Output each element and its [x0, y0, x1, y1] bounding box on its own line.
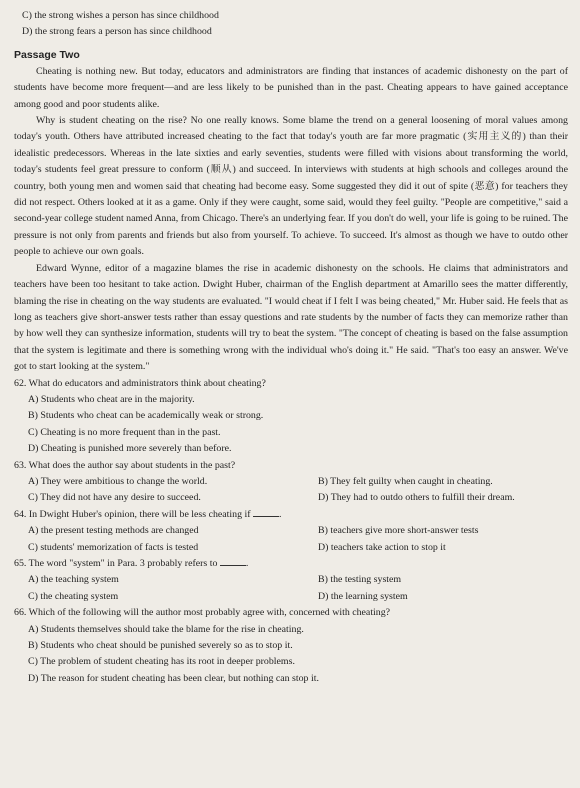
option-b[interactable]: B) teachers give more short-answer tests	[318, 525, 479, 537]
previous-option-c: C) the strong wishes a person has since childhood	[22, 10, 219, 21]
option-b[interactable]: B) They felt guilty when caught in cheating.	[318, 475, 493, 487]
option-d[interactable]: D) They had to outdo others to fulfill their dream.	[318, 492, 515, 504]
answer-blank	[220, 556, 246, 566]
option-b[interactable]: B) Students who cheat should be punished severely so as to stop it.	[28, 640, 293, 652]
option-c[interactable]: C) Cheating is no more frequent than in the past.	[28, 426, 221, 438]
question-stem: 64. In Dwight Huber's opinion, there will be less cheating if	[14, 508, 251, 520]
option-d[interactable]: D) Cheating is punished more severely than before.	[28, 443, 232, 455]
previous-option-d: D) the strong fears a person has since childhood	[22, 26, 212, 38]
option-c[interactable]: C) They did not have any desire to succeed.	[28, 492, 201, 504]
option-c[interactable]: C) students' memorization of facts is tested	[28, 541, 199, 553]
answer-blank	[253, 507, 279, 517]
option-c[interactable]: C) The problem of student cheating has its root in deeper problems.	[28, 656, 295, 668]
option-a[interactable]: A) the present testing methods are changed	[28, 525, 199, 537]
paragraph-1: Cheating is nothing new. But today, educators and administrators are finding that instances of academic dishonesty on the part of students have become more frequent—and are less likely to be punished than in the past. Cheating appears to have gained acceptance among good and poor students alike.	[14, 65, 568, 110]
option-d[interactable]: D) the learning system	[318, 590, 408, 602]
option-a[interactable]: A) They were ambitious to change the world.	[28, 475, 208, 487]
question-stem: 63. What does the author say about students in the past?	[14, 459, 236, 471]
option-a[interactable]: A) Students who cheat are in the majority.	[28, 393, 195, 405]
option-a[interactable]: A) Students themselves should take the blame for the rise in cheating.	[28, 623, 304, 635]
option-a[interactable]: A) the teaching system	[28, 574, 119, 586]
option-c[interactable]: C) the cheating system	[28, 590, 119, 602]
option-b[interactable]: B) Students who cheat can be academically weak or strong.	[28, 410, 264, 422]
question-stem: 62. What do educators and administrators think about cheating?	[14, 377, 266, 389]
question-stem: 66. Which of the following will the author most probably agree with, concerned with cheating?	[14, 607, 391, 619]
question-64: 64. In Dwight Huber's opinion, there will be less cheating if . A) the present testing methods are changed B) teachers give more short-answer tests C) students' memorization of facts is tested D) teachers take action to stop it	[14, 507, 568, 556]
option-d[interactable]: D) teachers take action to stop it	[318, 541, 446, 553]
option-b[interactable]: B) the testing system	[318, 574, 402, 586]
question-66	[14, 605, 568, 687]
question-62	[14, 376, 568, 458]
option-d[interactable]: D) The reason for student cheating has been clear, but nothing can stop it.	[28, 672, 319, 684]
passage-title: Passage Two	[14, 48, 80, 61]
paragraph-2: Why is student cheating on the rise? No one really knows. Some blame the trend on a general loosening of moral values among today's youth. Others have attributed increased cheating to the fact that today's youth are far more pragmatic (实用主义的) than their idealistic predecessors. Whereas in the late sixties and early seventies, students were filled with visions about transforming the world, today's students feel great pressure to conform (顺从) and succeed. In interviews with students at high schools and colleges around the country, both young men and women said that cheating had become easy. Some suggested they did it out of spite (恶意) for teachers they did not respect. Others looked at it as a game. Only if they were caught, some said, would they feel guilty. "People are competitive," said a second-year college student named Anna, from Chicago. There's an underlying fear. If you don't do well, your life is going to be ruined. The pressure is not only from parents and friends but also from yourself. To achieve. To succeed. It's almost as though we have to outdo other people to achieve our own goals.	[14, 115, 568, 258]
question-63	[14, 458, 568, 507]
question-stem: 65. The word "system" in Para. 3 probably refers to	[14, 558, 218, 569]
question-65: 65. The word "system" in Para. 3 probably refers to . A) the teaching system B) the testing system C) the cheating system D) the learning system	[14, 556, 568, 605]
paragraph-3: Edward Wynne, editor of a magazine blames the rise in academic dishonesty on the schools. He claims that administrators and teachers have been too hesitant to take action. Dwight Huber, chairman of the English department at Amarillo sees the matter differently, blaming the rise in cheating on the way students are evaluated. "I would cheat if I felt I was being cheated," Mr. Huber said. He feels that as long as teachers give short-answer tests rather than essay questions and rate students by the number of facts they can memorize rather than by how well they can synthesize information, students will try to beat the system. "The concept of cheating is based on the false assumption that the system is legitimate and there is something wrong with the individual who's doing it." He said. "That's too easy an answer. We've got to start looking at the system."	[14, 262, 568, 373]
